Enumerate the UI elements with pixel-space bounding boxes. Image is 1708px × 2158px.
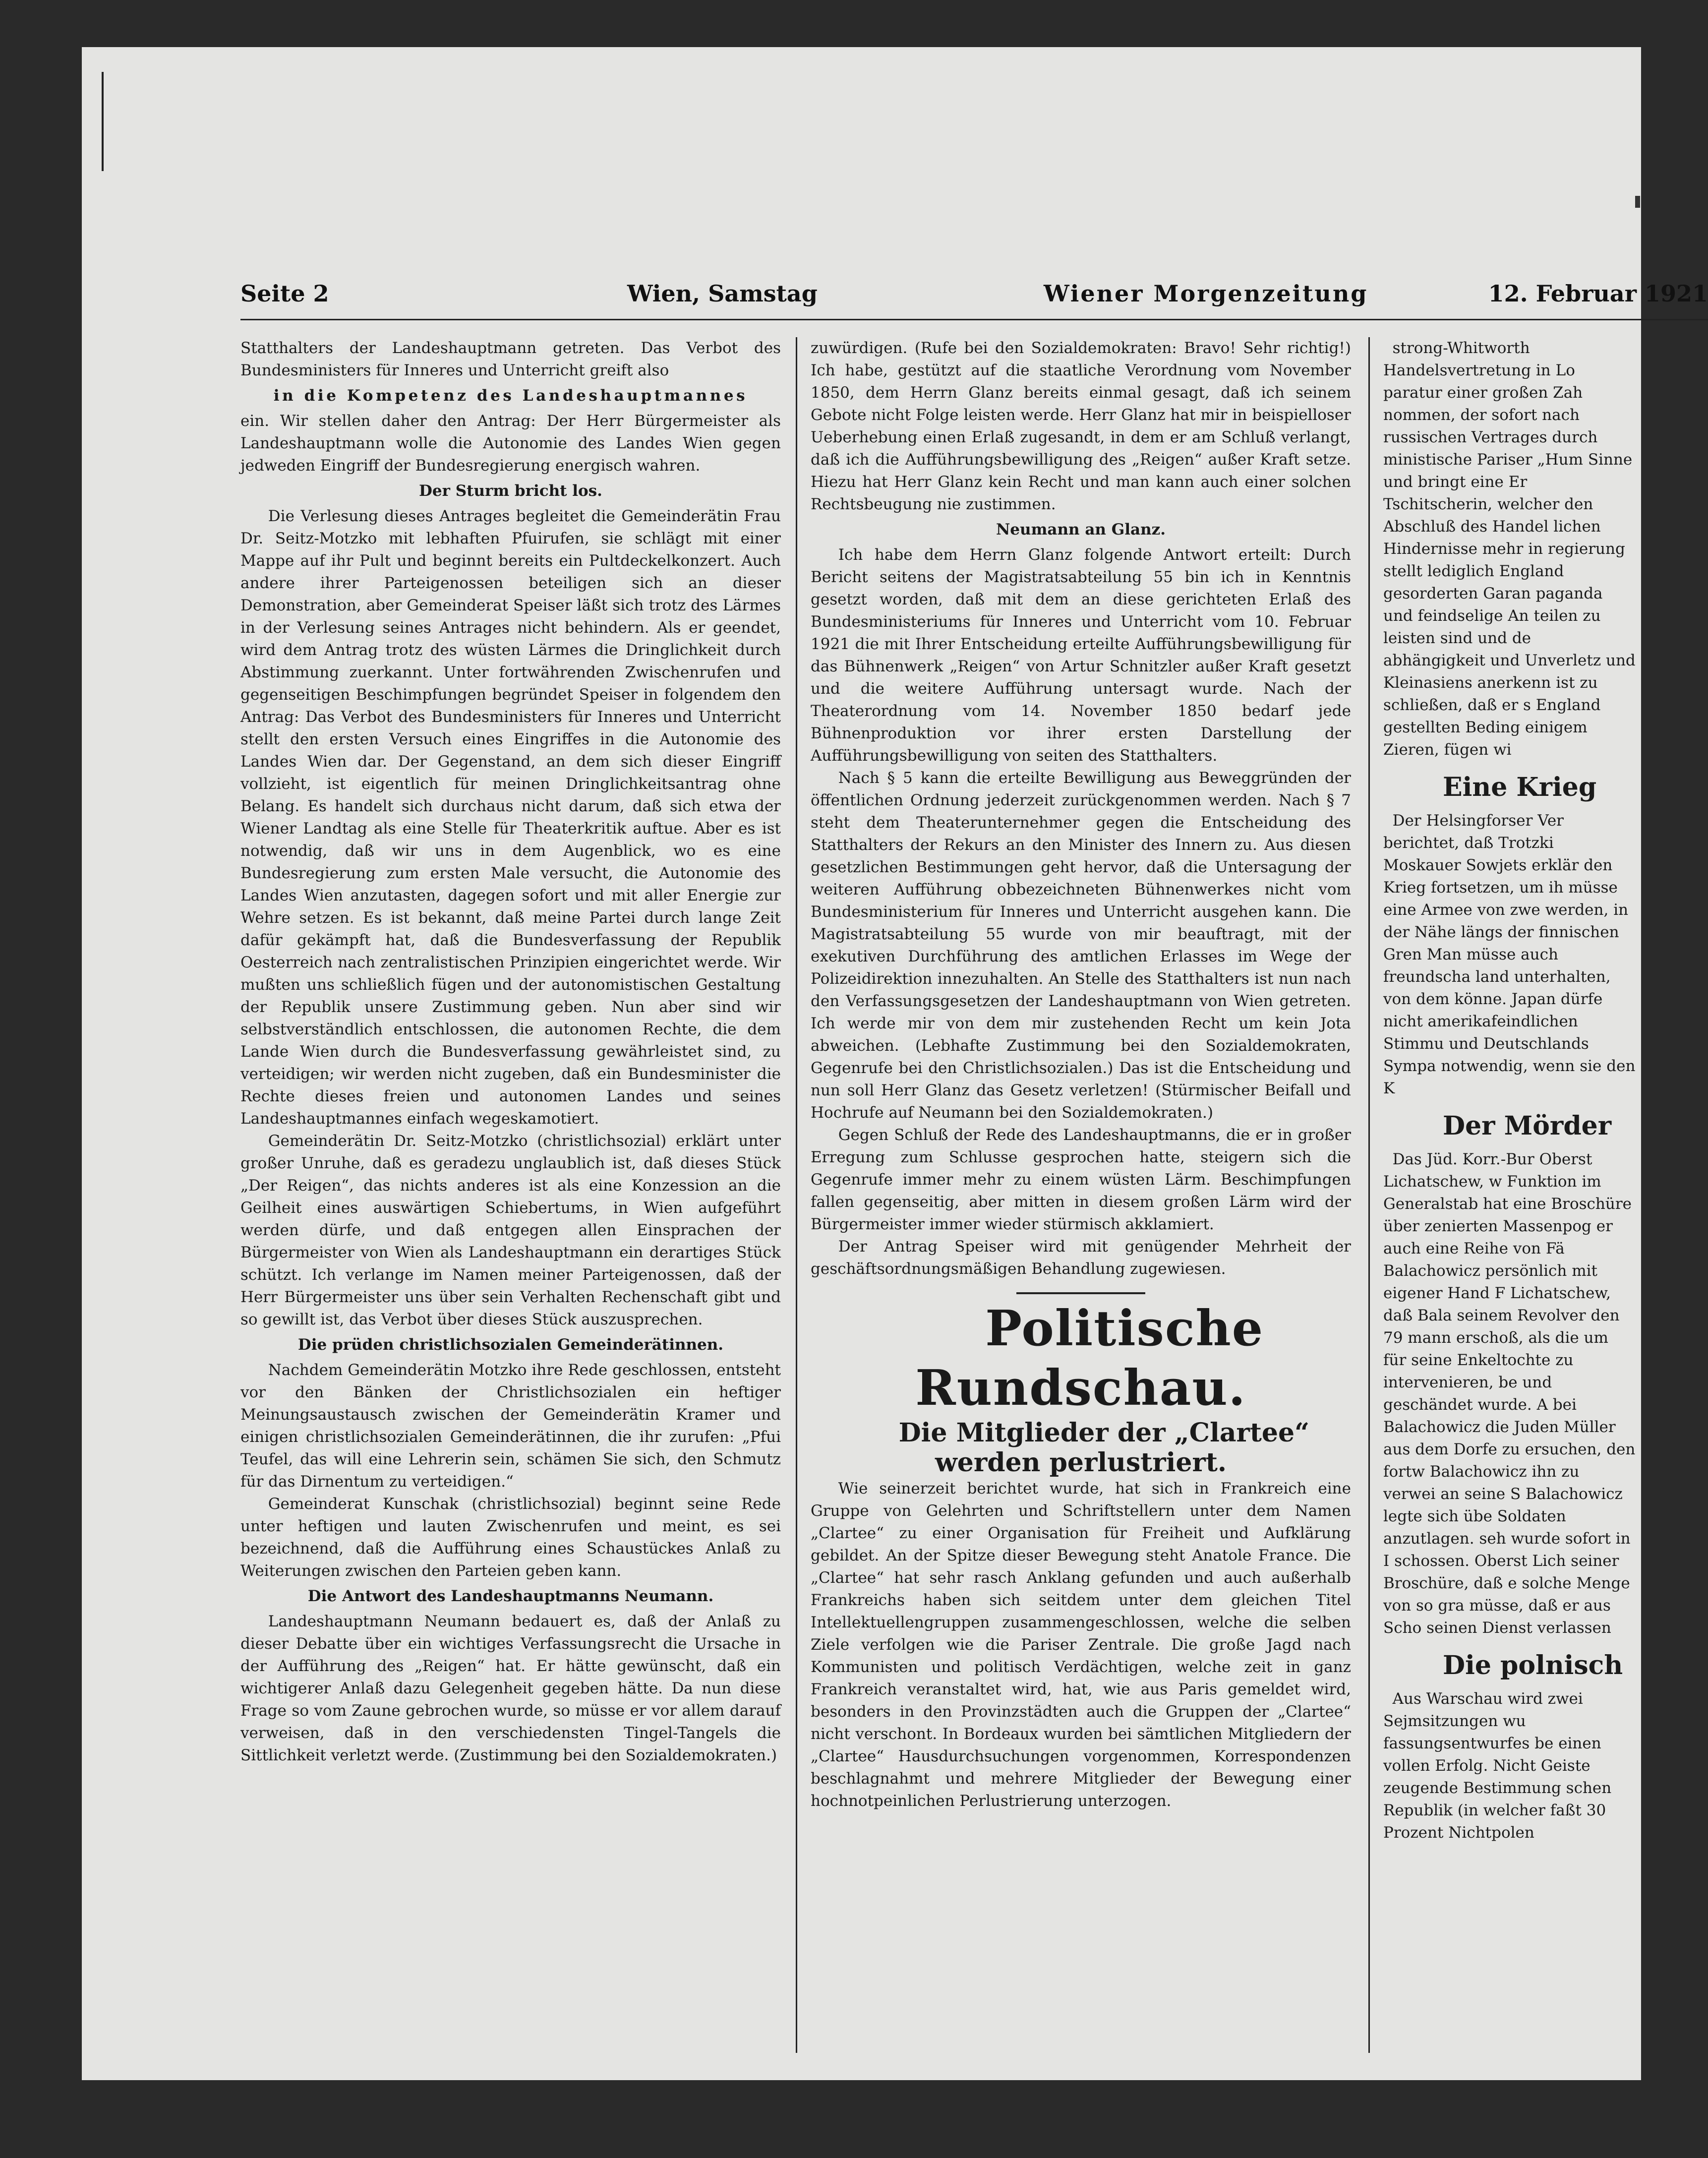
paragraph: Gegen Schluß der Rede des Landeshauptmanns, die er in großer Erregung zum Schlusse gesprochen hatte, steigern sich die Gegenrufe immer mehr zu einem wüsten Lärm. Beschimpfungen fallen gegenseitig, aber mitten in diesem großen Lärm wird der Bürgermeister immer wieder stürmisch akklamiert. [811,1126,1351,1233]
column-divider [796,337,797,2053]
headline: Die polnisch [1443,1650,1623,1680]
headline: Eine Krieg [1443,772,1597,802]
paragraph: Statthalters der Landeshauptmann getreten. Das Verbot des Bundesministers für Inneres und Unterricht greift also [240,339,781,379]
paragraph: Gemeinderat Kunschak (christlichsozial) beginnt seine Rede unter heftigen und lauten Zwischenrufen und meint, es sei bezeichnend, daß die Aufführung eines Schaustückes Anlaß zu Weiterungen zwischen den Parteien geben kann. [240,1495,781,1580]
page-number: Seite 2 [240,280,329,307]
paragraph: Nach § 5 kann die erteilte Bewilligung aus Beweggründen der öffentlichen Ordnung jederzeit zurückgenommen werden. Nach § 7 steht dem Theaterunternehmer gegen die Entscheidung des Statthalters der Rekurs an den Minister des Innern zu. Aus diesen gesetzlichen Bestimmungen geht hervor, daß die Untersagung der weiteren Aufführung obbezeichneten Bühnenwerkes nicht vom Bundesministerium für Inneres und Unterricht ausgehen kann. Die Magistratsabteilung 55 wurde von mir beauftragt, mit der exekutiven Durchführung des amtlichen Erlasses im Wege der Polizeidirektion innezuhalten. An Stelle des Statthalters ist nun nach den Verfassungsgesetzen der Landeshauptmann von Wien getreten. Ich werde mir von dem mir zustehenden Recht um kein Jota abweichen. (Lebhafte Zustimmung bei den Sozialdemokraten, Gegenrufe bei den Christlichsozialen.) Das ist die Entscheidung und nun soll Herr Glanz das Gesetz verletzen! (Stürmischer Beifall und Hochrufe auf Neumann bei den Sozialdemokraten.) [811,769,1351,1122]
paragraph: Aus Warschau wird zwei Sejmsitzungen wu fassungsentwurfes be einen vollen Erfolg. Nicht Geiste zeugende Bestimmung schen Republik (in welcher faßt 30 Prozent Nichtpolen [1383,1690,1612,1842]
paragraph: Ich habe dem Herrn Glanz folgende Antwort erteilt: Durch Bericht seitens der Magistratsabteilung 55 bin ich in Kenntnis gesetzt worden, daß mit dem an diese gerichteten Erlaß des Bundesministeriums für Inneres und Unterricht vom 10. Februar 1921 die mit Ihrer Entscheidung erteilte Aufführungsbewilligung für das Bühnenwerk „Reigen“ von Artur Schnitzler außer Kraft gesetzt und die weitere Aufführung untersagt wurde. Nach der Theaterordnung vom 14. November 1850 bedarf jede Bühnenproduktion vor ihrer ersten Darstellung der Aufführungsbewilligung von seiten des Statthalters. [811,546,1351,765]
subheading: Der Sturm bricht los. [419,482,602,500]
paragraph: zuwürdigen. (Rufe bei den Sozialdemokraten: Bravo! Sehr richtig!) Ich habe, gestützt auf die staatliche Verordnung vom November 1850, dem Herrn Glanz bereits einmal gesagt, daß ich seinem Gebote nicht Folge leisten werde. Herr Glanz hat mir in beispielloser Ueberhebung einen Erlaß zugesandt, in dem er am Schluß verlangt, daß ich die Aufführungsbewilligung des „Reigen“ außer Kraft setze. Hiezu hat Herr Glanz kein Recht und man kann auch einer solchen Rechtsbeugung nie zustimmen. [811,339,1351,513]
page-edge-mark [102,72,104,171]
column-3 [1383,337,1636,2053]
newspaper-page [82,47,1708,2080]
paragraph: ein. Wir stellen daher den Antrag: Der Herr Bürgermeister als Landeshauptmann wolle die Autonomie des Landes Wien gegen jedweden Eingriff der Bundesregierung energisch wahren. [240,412,781,475]
city-day: Wien, Samstag [627,280,818,307]
page-edge-mark [1635,196,1640,208]
paragraph: Das Jüd. Korr.-Bur Oberst Lichatschew, w Funktion im Generalstab hat eine Broschüre über zenierten Massenpog er auch eine Reihe von Fä Balachowicz persönlich mit eigener Hand F Lichatschew, daß Bala seinem Revolver den 79 mann erschoß, als die um für seine Enkeltochte zu intervenieren, be und geschändet wurde. A bei Balachowicz die Juden Müller aus dem Dorfe zu ersuchen, den fortw Balachowicz ihn zu verwei an seine S Balachowicz legte sich übe Soldaten anzutlagen. seh wurde sofort in I schossen. Oberst Lich seiner Broschüre, daß e solche Menge von so gra müsse, daß er aus Scho seinen Dienst verlassen [1383,1150,1636,1637]
paragraph: strong-Whitworth Handelsvertretung in Lo paratur einer großen Zah nommen, der sofort nach russischen Vertrages durch ministische Pariser „Hum Sinne und bringt eine Er Tschitscherin, welcher den Abschluß des Handel lichen Hindernisse mehr in regierung stellt lediglich England gesorderten Garan paganda und feindselige An teilen zu leisten sind und de abhängigkeit und Unverletz und Kleinasiens anerkenn ist zu schließen, daß er s England gestellten Beding einigem Zieren, fügen wi [1383,339,1636,759]
newspaper-name: Wiener Morgenzeitung [1044,280,1368,307]
subheading: Die Antwort des Landeshauptmanns Neumann. [307,1587,714,1605]
paragraph: Landeshauptmann Neumann bedauert es, daß der Anlaß zu dieser Debatte über ein wichtiges Verfassungsrecht die Ursache in der Aufführung des „Reigen“ hat. Er hätte gewünscht, daß ein wichtigerer Anlaß dazu Gelegenheit gegeben hätte. Da nun diese Frage so vom Zaune gebrochen wurde, so müsse er vor allem darauf verweisen, daß in den verschiedensten Tingel-Tangels die Sittlichkeit verletzt werde. (Zustimmung bei den Sozialdemokraten.) [240,1613,781,1764]
subheading: Die prüden christlichsozialen Gemeinderätinnen. [297,1336,724,1354]
section-title: Politische Rundschau. [915,1300,1264,1417]
column-2 [811,337,1351,1812]
subheading: Neumann an Glanz. [996,521,1166,539]
headline: Der Mörder [1443,1111,1612,1141]
page-header [240,280,1708,320]
paragraph: Nachdem Gemeinderätin Motzko ihre Rede geschlossen, entsteht vor den Bänken der Christlichsozialen ein heftiger Meinungsaustausch zwischen der Gemeinderätin Kramer und einigen christlichsozialen Gemeinderätinnen, die ihr zurufen: „Pfui Teufel, das will eine Lehrerin sein, schämen Sie sich, den Schmutz für das Dirnentum zu verteidigen.“ [240,1361,781,1491]
paragraph: Der Helsingforser Ver berichtet, daß Trotzki Moskauer Sowjets erklär den Krieg fortsetzen, um ih müsse eine Armee von zwe werden, in der Nähe längs der finnischen Gren Man müsse auch freundscha land unterhalten, von dem könne. Japan dürfe nicht amerikafeindlichen Stimmu und Deutschlands Sympa notwendig, wenn sie den K [1383,812,1636,1097]
paragraph: Der Antrag Speiser wird mit genügender Mehrheit der geschäftsordnungsmäßigen Behandlung zugewiesen. [811,1238,1351,1278]
issue-date: 12. Februar 1921 [1488,280,1708,307]
column-divider [1368,337,1370,2053]
column-1 [240,337,781,1767]
section-rule [1016,1292,1145,1294]
article-headline: Die Mitglieder der „Clartee“ werden perlustriert. [898,1418,1310,1478]
paragraph: Wie seinerzeit berichtet wurde, hat sich in Frankreich eine Gruppe von Gelehrten und Schriftstellern unter dem Namen „Clartee“ zu einer Organisation für Freiheit und Aufklärung gebildet. An der Spitze dieser Bewegung steht Anatole France. Die „Clartee“ hat sehr rasch Anklang gefunden und auch außerhalb Frankreichs haben sich seitdem unter dem gleichen Titel Intellektuellengruppen zusammengeschlossen, welche die selben Ziele verfolgen wie die Pariser Zentrale. Die große Jagd nach Kommunisten und politisch Verdächtigen, welche zeit in ganz Frankreich veranstaltet wird, hat, wie aus Paris gemeldet wird, besonders in den Provinzstädten auch die Gruppen der „Clartee“ nicht verschont. In Bordeaux wurden bei sämtlichen Mitgliedern der „Clartee“ Hausdurchsuchungen vorgenommen, Korrespondenzen beschlagnahmt und mehrere Mitglieder der Bewegung einer hochnotpeinlichen Perlustrierung unterzogen. [811,1480,1351,1810]
header-rule [240,319,1708,320]
paragraph: Die Verlesung dieses Antrages begleitet die Gemeinderätin Frau Dr. Seitz-Motzko mit lebhaften Pfuirufen, sie schlägt mit einer Mappe auf ihr Pult und beginnt bereits ein Pultdeckelkonzert. Auch andere ihrer Parteigenossen beteiligen sich an dieser Demonstration, aber Gemeinderat Speiser läßt sich trotz des Lärmes in der Verlesung seines Antrages nicht behindern. Als er geendet, wird dem Antrag trotz des wüsten Lärmes die Dringlichkeit durch Abstimmung zuerkannt. Unter fortwährenden Zwischenrufen und gegenseitigen Beschimpfungen begründet Speiser in folgendem den Antrag: Das Verbot des Bundesministers für Inneres und Unterricht stellt den ersten Versuch eines Eingriffes in die Autonomie des Landes Wien dar. Der Gegenstand, an dem sich dieser Eingriff vollzieht, ist eigentlich für meinen Dringlichkeitsantrag ohne Belang. Es handelt sich durchaus nicht darum, daß sich etwa der Wiener Landtag als eine Stelle für Theaterkritik auftue. Aber es ist notwendig, daß wir uns in dem Augenblick, wo es eine Bundesregierung zum ersten Male versucht, die Autonomie des Landes Wien anzutasten, dagegen sofort und mit aller Energie zur Wehre setzen. Es ist bekannt, daß meine Partei durch lange Zeit dafür gekämpft hat, daß die Bundesverfassung der Republik Oesterreich nach zentralistischen Prinzipien eingerichtet werde. Wir mußten uns schließlich fügen und der autonomistischen Gestaltung der Republik unsere Zustimmung geben. Nun aber sind wir selbstverständlich entschlossen, die autonomen Rechte, die dem Lande Wien durch die Bundesverfassung gewährleistet sind, zu verteidigen; wir werden nicht zugeben, daß ein Bundesminister die Rechte dieses freien und autonomen Landes und seines Landeshauptmannes einfach wegeskamotiert. [240,507,781,1128]
paragraph: Gemeinderätin Dr. Seitz-Motzko (christlichsozial) erklärt unter großer Unruhe, daß es geradezu unglaublich ist, daß dieses Stück „Der Reigen“, das nichts anderes ist als eine Konzession an die Geilheit eines auswärtigen Schiebertums, in Wien aufgeführt werden dürfe, und daß entgegen allen Einsprachen der Bürgermeister von Wien als Landeshauptmann ein derartiges Stück schützt. Ich verlange im Namen meiner Parteigenossen, daß der Herr Bürgermeister uns über sein Verhalten Rechenschaft gibt und so gewillt ist, das Verbot über dieses Stück auszusprechen. [240,1132,781,1328]
subheading: in die Kompetenz des Landeshauptmannes [273,387,748,405]
